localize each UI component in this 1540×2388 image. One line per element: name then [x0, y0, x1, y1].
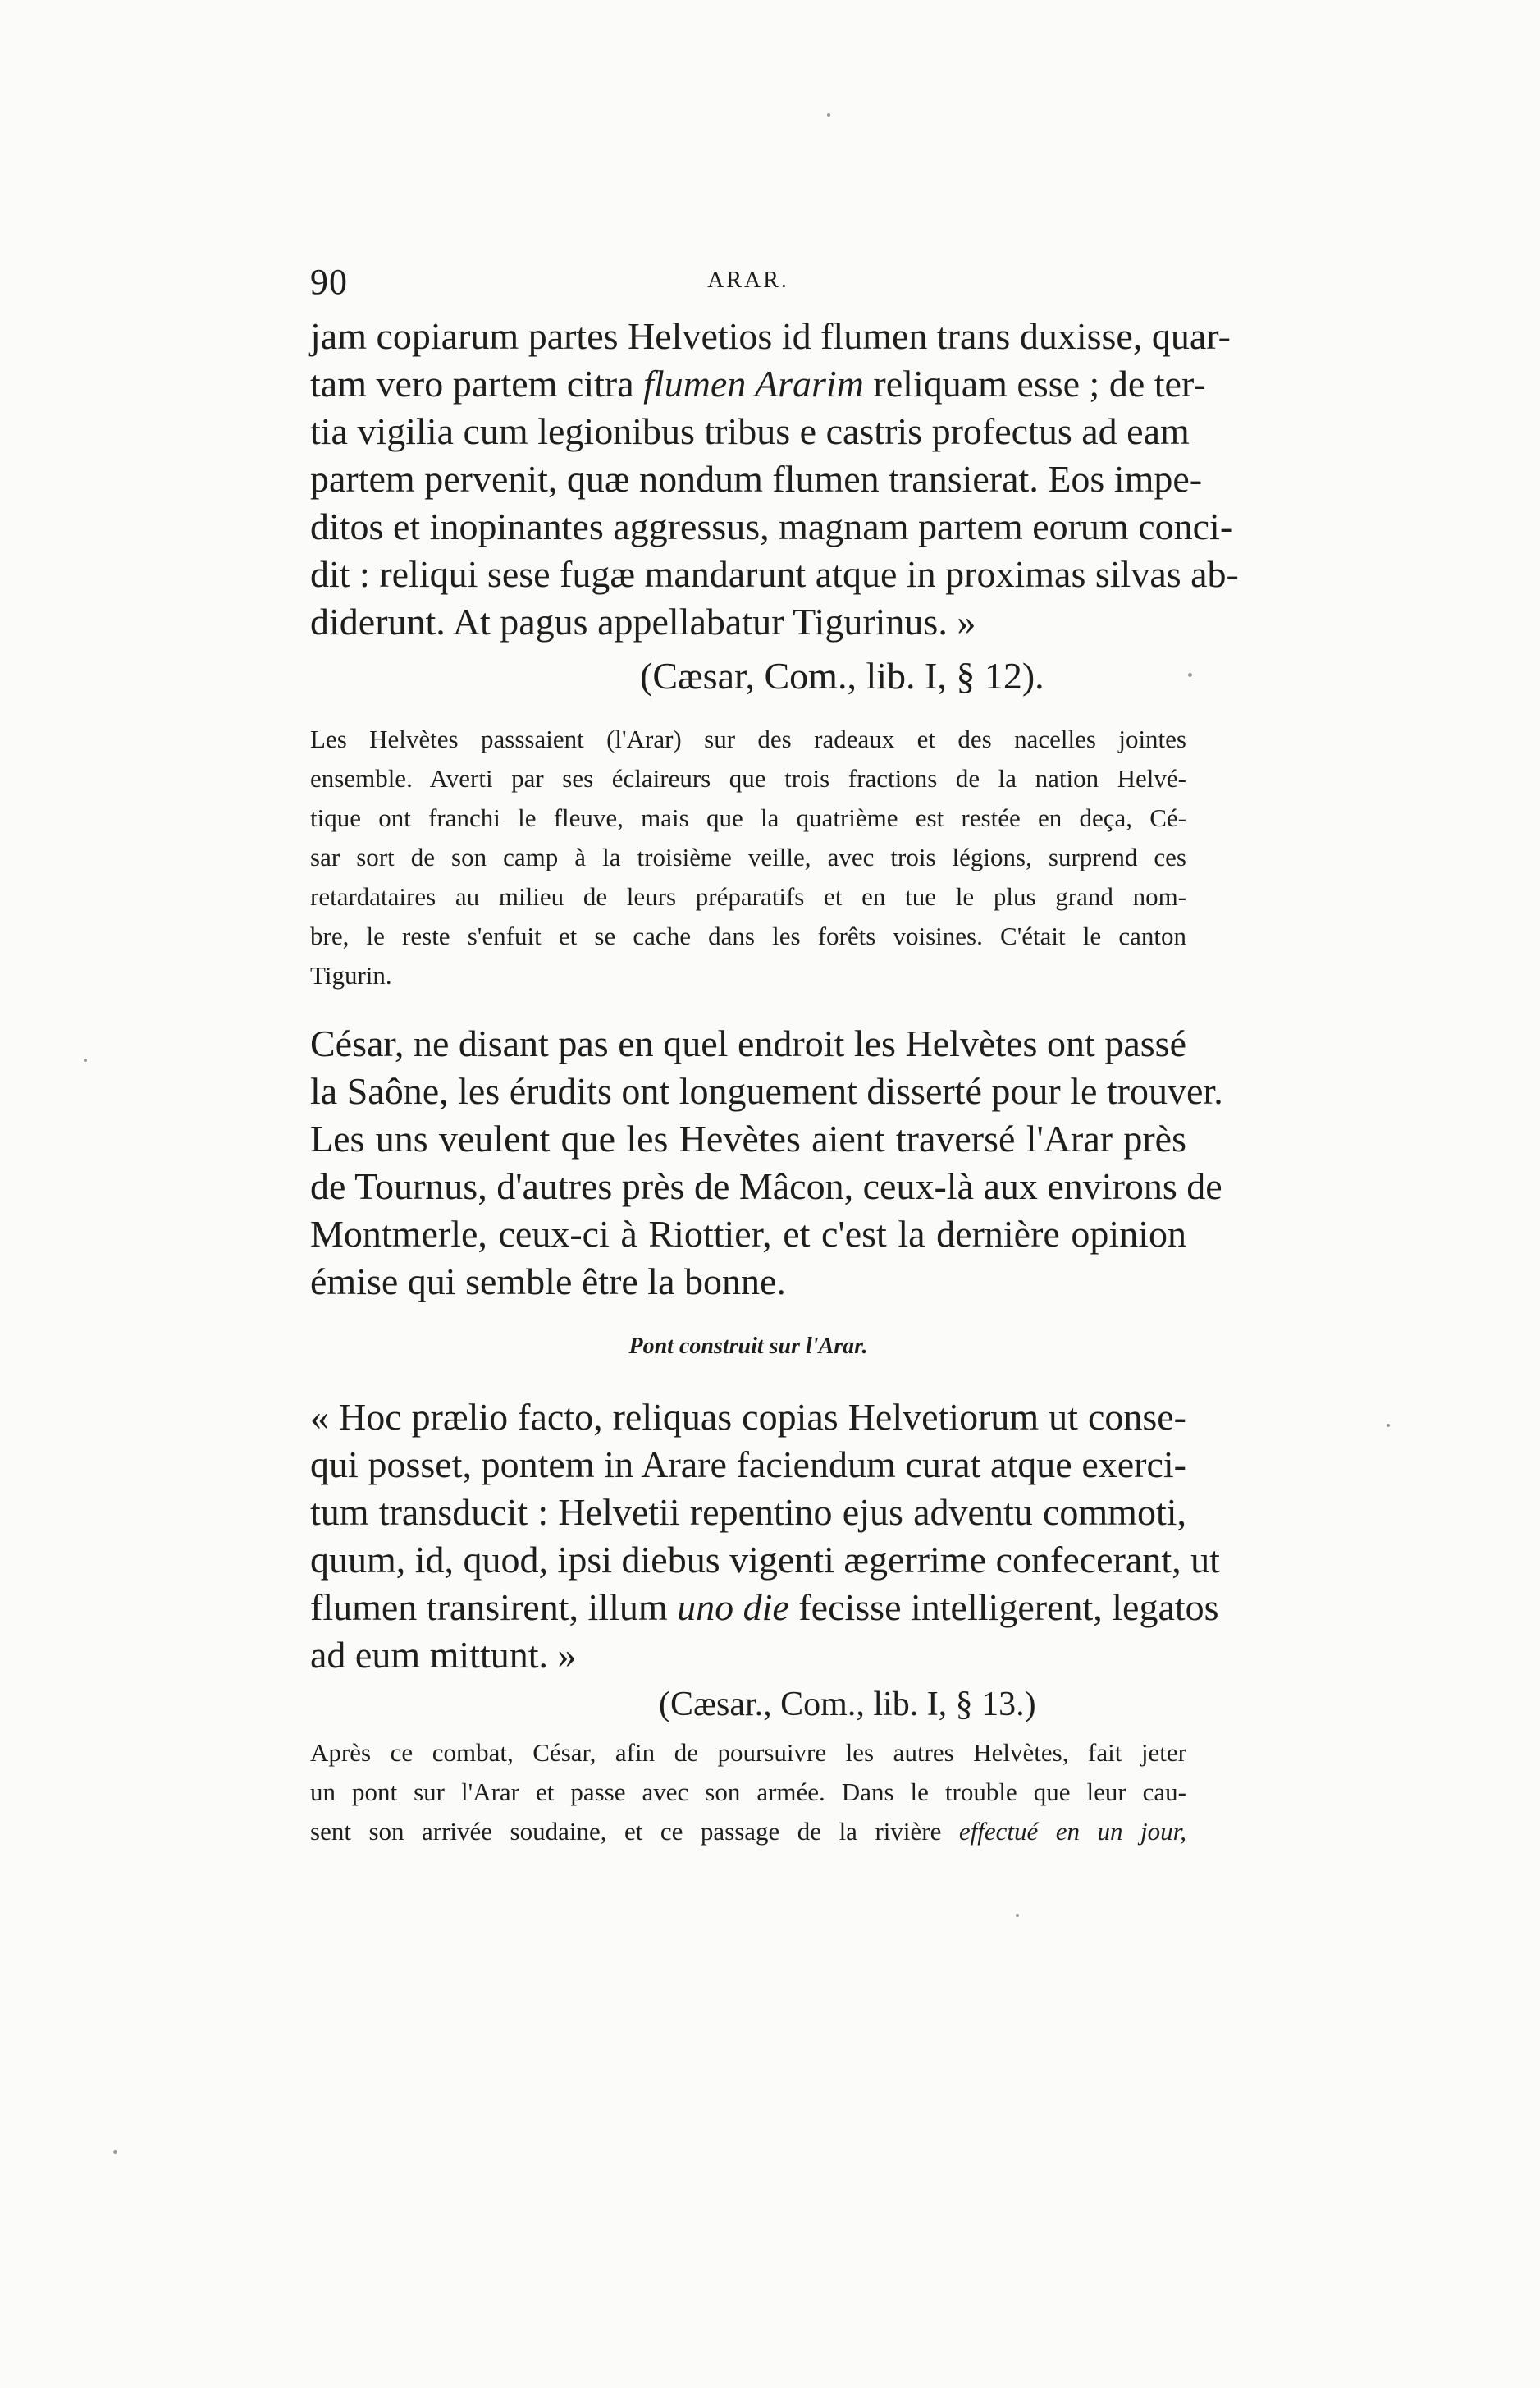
line-text: la Saône, les érudits ont longuement disserté pour le trouver. [310, 1070, 1223, 1112]
line-text: dit : reliqui sese fugæ mandarunt atque in proximas silvas ab- [310, 553, 1239, 595]
line-text: partem pervenit, quæ nondum flumen transierat. Eos impe- [310, 458, 1203, 500]
text-line [310, 1117, 1186, 1160]
text-line [310, 1164, 1222, 1208]
text-line [310, 1443, 1186, 1486]
text-line [310, 362, 1206, 405]
text-line [310, 843, 1186, 872]
paper-speck [1188, 673, 1192, 677]
line-text: jam copiarum partes Helvetios id flumen trans duxisse, quar- [310, 315, 1231, 357]
citation-1: (Cæsar, Com., lib. I, § 12). [640, 655, 1044, 697]
text-line [310, 882, 1186, 912]
running-title: ARAR. [707, 268, 789, 293]
text-line [310, 1817, 1186, 1846]
page-number: 90 [310, 262, 348, 302]
text-line [310, 1538, 1220, 1581]
line-text: « Hoc prælio facto, reliquas copias Helvetiorum ut conse- [310, 1396, 1186, 1438]
line-text: retardataires au milieu de leurs préparatifs et en tue le plus grand nom- [310, 882, 1186, 911]
running-head [310, 261, 1186, 302]
paper-speck [1016, 1914, 1019, 1917]
text-line [310, 1212, 1186, 1256]
text-line [310, 600, 976, 643]
text-line [310, 961, 392, 990]
line-text: de Tournus, d'autres près de Mâcon, ceux-là aux environs de [310, 1165, 1222, 1207]
citation-2: (Cæsar., Com., lib. I, § 13.) [659, 1686, 1036, 1723]
text-line [310, 1777, 1186, 1807]
line-text: un pont sur l'Arar et passe avec son armée. Dans le trouble que leur cau- [310, 1777, 1186, 1806]
text-line [310, 1260, 786, 1303]
text-line [310, 922, 1186, 951]
text-line [310, 1395, 1186, 1439]
line-text: émise qui semble être la bonne. [310, 1260, 786, 1302]
text-line [310, 764, 1186, 794]
text-line [310, 1633, 577, 1677]
text-line [310, 314, 1231, 358]
line-text: Montmerle, ceux-ci à Riottier, et c'est la dernière opinion [310, 1213, 1186, 1255]
italic-phrase: flumen Ararim [643, 363, 864, 405]
line-text: tique ont franchi le fleuve, mais que la quatrième est restée en deça, Cé- [310, 803, 1186, 832]
paper-speck [113, 2150, 117, 2154]
text-line [310, 409, 1190, 453]
line-text: Tigurin. [310, 961, 392, 990]
italic-phrase: effectué en un jour, [958, 1817, 1186, 1846]
line-text: sar sort de son camp à la troisième veille, avec trois légions, surprend ces [310, 843, 1186, 871]
paper-speck [84, 1059, 87, 1062]
line-text: tia vigilia cum legionibus tribus e castris profectus ad eam [310, 410, 1190, 452]
line-text: reliquam esse ; de ter- [863, 363, 1206, 405]
line-text: Après ce combat, César, afin de poursuivre les autres Helvètes, fait jeter [310, 1738, 1186, 1767]
text-line [310, 552, 1239, 596]
line-text: diderunt. At pagus appellabatur Tigurinus. » [310, 601, 976, 643]
line-text: qui posset, pontem in Arare faciendum curat atque exerci- [310, 1443, 1186, 1485]
line-text: tam vero partem citra [310, 363, 644, 405]
line-text: tum transducit : Helvetii repentino ejus adventu commoti, [310, 1491, 1186, 1533]
line-text: flumen transirent, illum [310, 1586, 678, 1628]
text-line [310, 1585, 1219, 1629]
text-line [310, 505, 1233, 548]
line-text: sent son arrivée soudaine, et ce passage de la rivière [310, 1817, 959, 1846]
paper-speck [827, 113, 830, 117]
text-line [310, 1069, 1223, 1113]
line-text: Les uns veulent que les Hevètes aient traversé l'Arar près [310, 1118, 1186, 1160]
text-line [310, 1022, 1186, 1065]
line-text: ad eum mittunt. » [310, 1634, 577, 1676]
section-heading: Pont construit sur l'Arar. [628, 1334, 868, 1359]
paper-speck [1387, 1424, 1390, 1427]
text-line [310, 1738, 1186, 1768]
line-text: bre, le reste s'enfuit et se cache dans les forêts voisines. C'était le canton [310, 922, 1186, 950]
line-text: fecisse intelligerent, legatos [788, 1586, 1219, 1628]
italic-phrase: uno die [677, 1586, 789, 1628]
text-line [310, 1490, 1186, 1534]
line-text: ditos et inopinantes aggressus, magnam partem eorum conci- [310, 506, 1233, 547]
line-text: quum, id, quod, ipsi diebus vigenti ægerrime confecerant, ut [310, 1539, 1220, 1581]
line-text: Les Helvètes passsaient (l'Arar) sur des radeaux et des nacelles jointes [310, 725, 1186, 753]
text-line [310, 725, 1186, 754]
text-line [310, 457, 1203, 501]
line-text: ensemble. Averti par ses éclaireurs que trois fractions de la nation Helvé- [310, 764, 1186, 793]
line-text: César, ne disant pas en quel endroit les Helvètes ont passé [310, 1022, 1186, 1064]
text-line [310, 803, 1186, 833]
